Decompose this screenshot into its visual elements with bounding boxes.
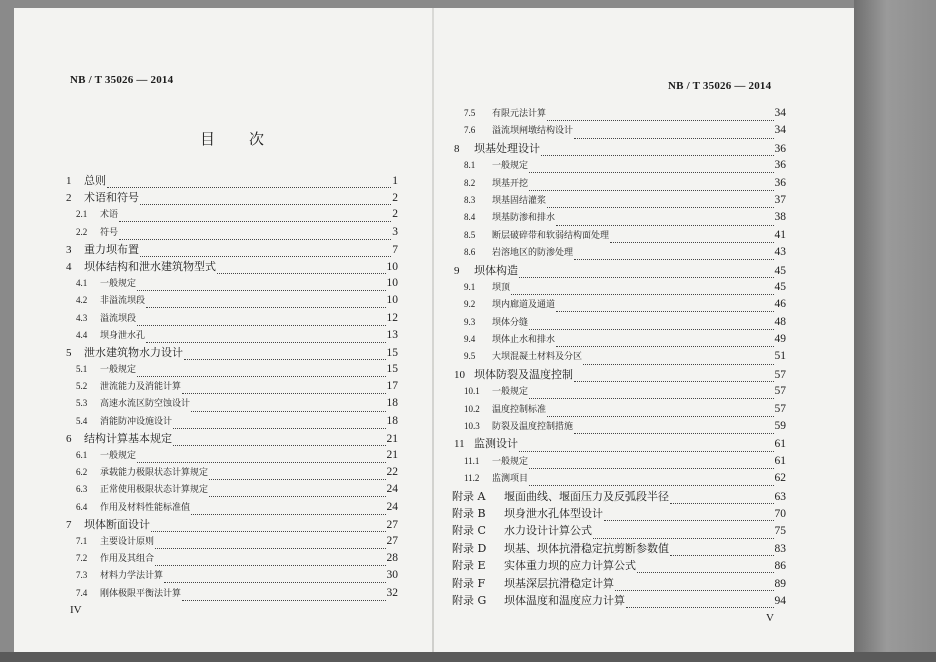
toc-entry-number: 附录 A xyxy=(452,489,486,503)
toc-chapter-entry xyxy=(452,366,786,383)
toc-entry-page: 37 xyxy=(774,193,786,206)
toc-chapter-entry xyxy=(64,344,398,361)
toc-entry-number: 6.4 xyxy=(76,501,88,512)
toc-section-entry xyxy=(64,395,398,412)
toc-entry-number: 9.5 xyxy=(464,351,476,362)
toc-entry-page: 27 xyxy=(386,518,398,531)
toc-entry-number: 8.5 xyxy=(464,229,476,240)
toc-entry-page: 94 xyxy=(774,594,786,607)
toc-entry-page: 59 xyxy=(774,420,786,433)
toc-entry-page: 36 xyxy=(774,176,786,189)
toc-left-column xyxy=(64,172,398,602)
toc-entry-label: 溢流坝闸墩结构设计 xyxy=(492,126,574,137)
toc-entry-number: 附录 B xyxy=(452,506,486,520)
toc-appendix-entry xyxy=(452,540,786,557)
toc-leader-dots xyxy=(574,423,773,434)
page-number-left: IV xyxy=(70,604,82,616)
toc-entry-number: 9.4 xyxy=(464,334,476,345)
toc-entry-number: 5 xyxy=(66,346,72,359)
toc-entry-label: 坝体止水和排水 xyxy=(492,335,556,346)
toc-entry-label: 一般规定 xyxy=(492,456,529,467)
toc-section-entry xyxy=(64,275,398,292)
toc-entry-page: 2 xyxy=(392,192,398,205)
toc-entry-label: 坝基防渗和排水 xyxy=(492,213,556,224)
toc-leader-dots xyxy=(556,336,773,347)
toc-entry-number: 4.3 xyxy=(76,312,88,323)
toc-leader-dots xyxy=(182,383,385,394)
toc-section-entry xyxy=(64,585,398,602)
toc-entry-number: 10 xyxy=(454,368,465,381)
toc-entry-page: 45 xyxy=(774,280,786,293)
toc-chapter-entry xyxy=(64,258,398,275)
toc-entry-number: 4 xyxy=(66,260,72,273)
toc-section-entry xyxy=(64,327,398,344)
toc-entry-page: 51 xyxy=(774,350,786,363)
toc-entry-page: 3 xyxy=(392,225,398,238)
toc-appendix-entry xyxy=(452,575,786,592)
toc-section-entry xyxy=(452,401,786,418)
toc-chapter-entry xyxy=(452,435,786,452)
toc-section-entry xyxy=(452,192,786,209)
toc-entry-number: 9.1 xyxy=(464,281,476,292)
toc-entry-page: 75 xyxy=(774,525,786,538)
toc-entry-label: 材料力学法计算 xyxy=(100,571,164,582)
toc-leader-dots xyxy=(519,267,774,278)
toc-entry-number: 7.2 xyxy=(76,553,88,564)
toc-entry-page: 13 xyxy=(386,328,398,341)
toc-leader-dots xyxy=(541,145,774,156)
toc-entry-number: 9.3 xyxy=(464,316,476,327)
toc-entry-number: 附录 C xyxy=(452,524,486,538)
toc-leader-dots xyxy=(137,366,385,377)
toc-section-entry xyxy=(452,244,786,261)
toc-section-entry xyxy=(452,453,786,470)
toc-section-entry xyxy=(452,227,786,244)
toc-entry-page: 15 xyxy=(386,363,398,376)
toc-entry-page: 30 xyxy=(386,569,398,582)
toc-entry-page: 49 xyxy=(774,333,786,346)
toc-entry-page: 18 xyxy=(386,414,398,427)
toc-entry-label: 坝体分缝 xyxy=(492,317,529,328)
toc-entry-label: 实体重力坝的应力计算公式 xyxy=(504,559,636,573)
toc-chapter-entry xyxy=(64,430,398,447)
toc-appendix-entry xyxy=(452,488,786,505)
toc-entry-label: 符号 xyxy=(100,227,119,238)
page-title: 目次 xyxy=(200,130,299,148)
toc-entry-number: 1 xyxy=(66,175,72,187)
toc-entry-number: 3 xyxy=(66,243,72,256)
toc-section-entry xyxy=(64,413,398,430)
toc-entry-number: 9 xyxy=(454,264,460,277)
toc-entry-label: 坝体构造 xyxy=(474,263,518,277)
toc-leader-dots xyxy=(626,597,774,608)
toc-entry-page: 57 xyxy=(774,402,786,415)
toc-chapter-entry xyxy=(452,262,786,279)
toc-section-entry xyxy=(64,481,398,498)
toc-entry-number: 附录 F xyxy=(452,576,486,590)
toc-leader-dots xyxy=(556,215,773,226)
toc-section-entry xyxy=(452,157,786,174)
toc-entry-page: 28 xyxy=(386,552,398,565)
toc-entry-page: 70 xyxy=(774,507,786,520)
toc-entry-label: 坝身泄水孔体型设计 xyxy=(504,506,603,520)
toc-entry-page: 10 xyxy=(386,294,398,307)
toc-leader-dots xyxy=(583,354,773,365)
toc-section-entry xyxy=(452,175,786,192)
toc-leader-dots xyxy=(173,435,386,446)
toc-entry-page: 62 xyxy=(774,472,786,485)
toc-entry-label: 刚体极限平衡法计算 xyxy=(100,588,182,599)
toc-entry-page: 2 xyxy=(392,208,398,221)
toc-entry-page: 21 xyxy=(386,449,398,461)
toc-chapter-entry xyxy=(64,241,398,258)
toc-chapter-entry xyxy=(64,516,398,533)
page-number-right: V xyxy=(766,612,774,624)
toc-entry-number: 8.3 xyxy=(464,194,476,205)
toc-leader-dots xyxy=(146,297,385,308)
toc-leader-dots xyxy=(191,504,385,515)
toc-entry-number: 4.2 xyxy=(76,295,88,306)
toc-leader-dots xyxy=(547,406,773,417)
toc-leader-dots xyxy=(529,458,773,469)
toc-entry-number: 7 xyxy=(66,518,72,531)
toc-entry-label: 防裂及温度控制措施 xyxy=(492,422,574,433)
toc-leader-dots xyxy=(670,493,774,504)
toc-section-entry xyxy=(64,533,398,550)
toc-entry-label: 坝基、坝体抗滑稳定抗剪断参数值 xyxy=(504,541,669,555)
toc-entry-label: 坝顶 xyxy=(492,282,511,293)
toc-entry-page: 21 xyxy=(386,432,398,445)
toc-entry-number: 8.1 xyxy=(464,160,476,171)
toc-entry-page: 18 xyxy=(386,397,398,410)
toc-entry-page: 12 xyxy=(386,311,398,324)
toc-entry-label: 岩溶地区的防渗处理 xyxy=(492,248,574,259)
toc-section-entry xyxy=(64,224,398,241)
toc-appendix-entry xyxy=(452,557,786,574)
toc-entry-label: 一般规定 xyxy=(100,451,137,461)
toc-leader-dots xyxy=(155,555,385,566)
toc-entry-label: 溢流坝段 xyxy=(100,313,137,324)
toc-entry-number: 11.1 xyxy=(464,455,480,466)
toc-entry-number: 附录 E xyxy=(452,559,486,573)
toc-leader-dots xyxy=(547,197,773,208)
toc-entry-label: 主要设计原则 xyxy=(100,536,155,547)
toc-entry-number: 7.4 xyxy=(76,587,88,598)
toc-leader-dots xyxy=(511,284,773,295)
toc-leader-dots xyxy=(164,572,385,583)
toc-entry-label: 坝体温度和温度应力计算 xyxy=(504,593,625,607)
toc-entry-number: 2.2 xyxy=(76,226,88,237)
toc-section-entry xyxy=(64,292,398,309)
toc-entry-page: 83 xyxy=(774,542,786,555)
toc-leader-dots xyxy=(191,401,385,412)
toc-leader-dots xyxy=(151,521,386,532)
toc-entry-page: 34 xyxy=(774,124,786,137)
toc-section-entry xyxy=(452,296,786,313)
toc-leader-dots xyxy=(137,315,385,326)
toc-entry-label: 断层破碎带和软弱结构面处理 xyxy=(492,230,610,241)
toc-chapter-entry xyxy=(452,140,786,157)
toc-entry-number: 6.2 xyxy=(76,467,88,478)
toc-section-entry xyxy=(452,122,786,139)
toc-entry-number: 8.6 xyxy=(464,247,476,258)
toc-entry-page: 57 xyxy=(774,385,786,398)
toc-section-entry xyxy=(64,447,398,464)
toc-entry-label: 坝体结构和泄水建筑物型式 xyxy=(84,259,216,273)
toc-leader-dots xyxy=(670,545,774,556)
toc-entry-page: 86 xyxy=(774,560,786,573)
toc-entry-page: 61 xyxy=(774,438,786,451)
toc-entry-label: 有限元法计算 xyxy=(492,109,547,119)
toc-entry-number: 6.3 xyxy=(76,484,88,495)
toc-entry-label: 正常使用极限状态计算规定 xyxy=(100,485,209,496)
toc-leader-dots xyxy=(137,280,385,291)
toc-leader-dots xyxy=(184,349,386,360)
toc-leader-dots xyxy=(182,590,385,601)
toc-entry-number: 11 xyxy=(454,438,465,451)
book-spine xyxy=(432,8,434,656)
toc-entry-page: 24 xyxy=(386,483,398,496)
toc-entry-number: 5.4 xyxy=(76,415,88,426)
toc-entry-label: 高速水流区防空蚀设计 xyxy=(100,399,191,410)
toc-entry-label: 坝基处理设计 xyxy=(474,141,540,155)
standard-code-right: NB / T 35026 — 2014 xyxy=(668,80,772,92)
toc-leader-dots xyxy=(610,232,773,243)
toc-entry-page: 61 xyxy=(774,454,786,467)
toc-leader-dots xyxy=(574,128,773,139)
toc-section-entry xyxy=(452,279,786,296)
toc-section-entry xyxy=(64,378,398,395)
toc-leader-dots xyxy=(137,452,385,463)
toc-leader-dots xyxy=(173,418,385,429)
toc-entry-page: 32 xyxy=(386,586,398,599)
toc-entry-number: 6 xyxy=(66,432,72,445)
standard-code-left: NB / T 35026 — 2014 xyxy=(70,74,174,86)
toc-entry-page: 27 xyxy=(386,534,398,547)
toc-entry-label: 泄流能力及消能计算 xyxy=(100,382,182,393)
toc-entry-number: 4.4 xyxy=(76,329,88,340)
toc-section-entry xyxy=(452,209,786,226)
toc-leader-dots xyxy=(615,580,774,591)
toc-entry-number: 6.1 xyxy=(76,450,88,460)
toc-entry-page: 10 xyxy=(386,277,398,290)
toc-leader-dots xyxy=(574,371,774,382)
toc-leader-dots xyxy=(209,469,385,480)
toc-entry-page: 41 xyxy=(774,228,786,241)
toc-entry-label: 大坝混凝土材料及分区 xyxy=(492,352,583,363)
toc-entry-label: 水力设计计算公式 xyxy=(504,524,592,538)
toc-entry-label: 温度控制标准 xyxy=(492,404,547,415)
toc-entry-number: 附录 D xyxy=(452,541,487,555)
toc-section-entry xyxy=(452,383,786,400)
toc-entry-number: 2.1 xyxy=(76,209,88,220)
toc-entry-number: 5.3 xyxy=(76,398,88,409)
toc-entry-label: 总则 xyxy=(84,174,106,187)
toc-entry-label: 术语和符号 xyxy=(84,191,139,205)
toc-entry-page: 89 xyxy=(774,577,786,590)
toc-entry-page: 34 xyxy=(774,107,786,119)
scanner-edge-right xyxy=(854,0,936,662)
toc-entry-number: 7.3 xyxy=(76,570,88,581)
toc-entry-label: 结构计算基本规定 xyxy=(84,431,172,445)
toc-entry-number: 7.6 xyxy=(464,125,476,136)
toc-entry-label: 作用及其组合 xyxy=(100,554,155,565)
toc-entry-page: 45 xyxy=(774,264,786,277)
toc-appendix-entry xyxy=(452,522,786,539)
toc-entry-label: 一般规定 xyxy=(100,279,137,290)
toc-leader-dots xyxy=(140,194,391,205)
toc-entry-number: 10.2 xyxy=(464,403,480,414)
toc-entry-page: 36 xyxy=(774,159,786,172)
toc-section-entry xyxy=(452,331,786,348)
toc-entry-page: 63 xyxy=(774,490,786,503)
toc-section-entry xyxy=(64,567,398,584)
toc-appendix-entry xyxy=(452,505,786,522)
toc-entry-label: 监测设计 xyxy=(474,437,518,451)
toc-entry-page: 22 xyxy=(386,466,398,479)
toc-section-entry xyxy=(452,314,786,331)
toc-entry-number: 7.5 xyxy=(464,108,476,118)
toc-leader-dots xyxy=(556,301,773,312)
toc-entry-label: 坝身泄水孔 xyxy=(100,330,146,341)
toc-chapter-entry xyxy=(64,189,398,206)
toc-section-entry xyxy=(452,470,786,487)
toc-entry-label: 监测项目 xyxy=(492,474,529,485)
toc-leader-dots xyxy=(547,110,773,121)
toc-entry-number: 8.2 xyxy=(464,177,476,188)
toc-leader-dots xyxy=(529,388,773,399)
toc-entry-number: 10.3 xyxy=(464,421,480,432)
toc-leader-dots xyxy=(604,510,774,521)
toc-entry-page: 15 xyxy=(386,346,398,359)
toc-entry-page: 36 xyxy=(774,142,786,155)
toc-right-column xyxy=(452,105,786,609)
toc-entry-label: 一般规定 xyxy=(492,161,529,172)
toc-section-entry xyxy=(64,361,398,378)
toc-appendix-entry xyxy=(452,592,786,609)
toc-entry-page: 46 xyxy=(774,298,786,311)
toc-leader-dots xyxy=(574,249,773,260)
toc-entry-number: 10.1 xyxy=(464,386,480,397)
toc-entry-page: 24 xyxy=(386,500,398,513)
toc-entry-page: 43 xyxy=(774,246,786,259)
toc-section-entry xyxy=(64,550,398,567)
toc-entry-label: 坝体断面设计 xyxy=(84,517,150,531)
toc-leader-dots xyxy=(146,332,385,343)
toc-section-entry xyxy=(64,206,398,223)
toc-entry-number: 5.1 xyxy=(76,364,88,375)
toc-section-entry xyxy=(452,105,786,122)
toc-entry-label: 泄水建筑物水力设计 xyxy=(84,345,183,359)
toc-entry-label: 坝内廊道及通道 xyxy=(492,300,556,311)
toc-leader-dots xyxy=(119,229,391,240)
toc-entry-number: 附录 G xyxy=(452,593,487,607)
toc-entry-label: 堰面曲线、堰面压力及反弧段半径 xyxy=(504,489,669,503)
toc-entry-page: 38 xyxy=(774,211,786,224)
toc-section-entry xyxy=(64,464,398,481)
toc-leader-dots xyxy=(209,486,385,497)
toc-leader-dots xyxy=(155,538,385,549)
toc-entry-number: 11.2 xyxy=(464,473,480,484)
toc-entry-number: 9.2 xyxy=(464,299,476,310)
toc-section-entry xyxy=(452,348,786,365)
toc-entry-label: 重力坝布置 xyxy=(84,242,139,256)
toc-entry-label: 非溢流坝段 xyxy=(100,296,146,307)
toc-entry-label: 一般规定 xyxy=(492,387,529,398)
toc-leader-dots xyxy=(529,162,773,173)
toc-entry-number: 2 xyxy=(66,192,72,205)
toc-entry-page: 1 xyxy=(392,175,398,187)
toc-entry-number: 4.1 xyxy=(76,278,88,289)
toc-entry-label: 一般规定 xyxy=(100,365,137,376)
toc-entry-page: 7 xyxy=(392,243,398,256)
toc-entry-number: 5.2 xyxy=(76,381,88,392)
toc-entry-label: 坝基固结灌浆 xyxy=(492,195,547,206)
toc-chapter-entry xyxy=(64,172,398,189)
toc-entry-label: 作用及材料性能标准值 xyxy=(100,502,191,513)
toc-entry-number: 8 xyxy=(454,142,460,155)
toc-entry-label: 坝基开挖 xyxy=(492,178,529,189)
toc-leader-dots xyxy=(529,475,773,486)
toc-entry-label: 消能防冲设施设计 xyxy=(100,416,173,427)
toc-leader-dots xyxy=(140,246,391,257)
toc-entry-page: 17 xyxy=(386,380,398,393)
toc-leader-dots xyxy=(529,180,773,191)
toc-leader-dots xyxy=(637,562,774,573)
toc-section-entry xyxy=(64,310,398,327)
toc-leader-dots xyxy=(119,211,391,222)
toc-entry-label: 承载能力极限状态计算规定 xyxy=(100,468,209,479)
toc-leader-dots xyxy=(529,319,773,330)
toc-leader-dots xyxy=(107,177,391,188)
toc-entry-page: 48 xyxy=(774,315,786,328)
toc-entry-page: 57 xyxy=(774,368,786,381)
toc-entry-number: 8.4 xyxy=(464,212,476,223)
toc-leader-dots xyxy=(217,263,386,274)
toc-leader-dots xyxy=(593,528,774,539)
toc-entry-number: 7.1 xyxy=(76,535,88,546)
toc-entry-label: 坝体防裂及温度控制 xyxy=(474,367,573,381)
scanner-edge-bottom xyxy=(0,652,936,662)
toc-section-entry xyxy=(64,499,398,516)
toc-entry-label: 坝基深层抗滑稳定计算 xyxy=(504,576,614,590)
toc-leader-dots xyxy=(519,441,774,452)
toc-section-entry xyxy=(452,418,786,435)
toc-entry-label: 术语 xyxy=(100,210,119,221)
toc-entry-page: 10 xyxy=(386,260,398,273)
